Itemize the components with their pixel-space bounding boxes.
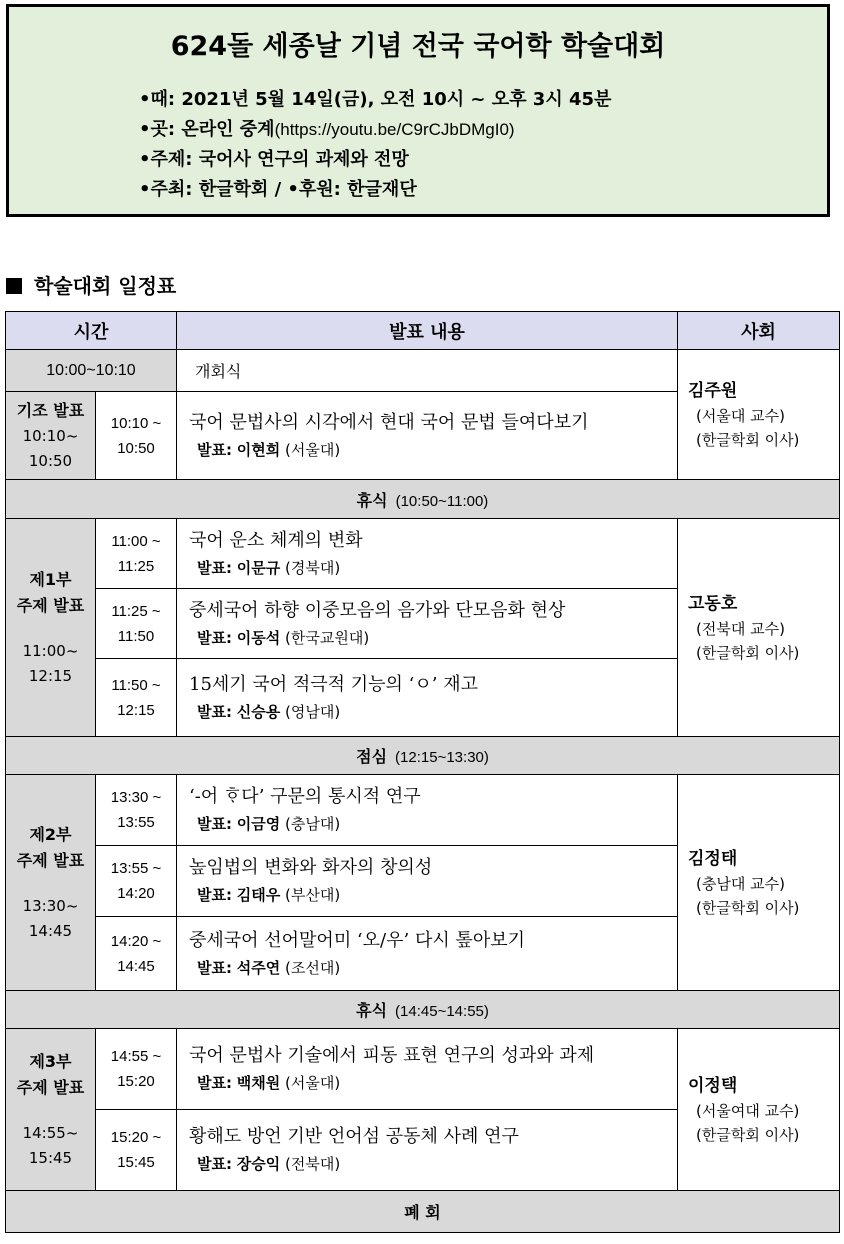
talk-presenter bbox=[189, 1070, 677, 1096]
presenter-affiliation: (충남대) bbox=[285, 815, 341, 833]
session-label: 제2부 bbox=[29, 824, 72, 844]
host-name: 이정택 bbox=[688, 1075, 738, 1096]
presenter-label: 발표: bbox=[197, 1155, 232, 1173]
slot-start: 13:30 ~ bbox=[110, 789, 162, 806]
talk-cell bbox=[177, 917, 678, 991]
header-host: 사회 bbox=[678, 312, 840, 350]
presenter-affiliation: (영남대) bbox=[285, 702, 341, 721]
session-range-end: 12:15 bbox=[28, 666, 73, 685]
keynote-label: 기조 발표 bbox=[16, 400, 85, 420]
presenter-label: 발표: bbox=[197, 886, 232, 904]
presenter-affiliation: (경북대) bbox=[285, 558, 341, 577]
presenter-affiliation: (조선대) bbox=[285, 958, 341, 977]
slot-time bbox=[96, 1110, 177, 1191]
event-location-label: •곳: 온라인 중계 bbox=[139, 119, 275, 140]
presenter-name: 이현희 bbox=[236, 440, 281, 459]
presenter-affiliation: (전북대) bbox=[285, 1155, 341, 1173]
talk-title: 국어 문법사의 시각에서 현대 국어 문법 들여다보기 bbox=[189, 411, 589, 433]
presenter-label: 발표: bbox=[197, 1074, 232, 1092]
header-time: 시간 bbox=[6, 312, 177, 350]
host-cell bbox=[678, 519, 840, 737]
opening-label: 개회식 bbox=[177, 350, 678, 392]
talk-cell bbox=[177, 775, 678, 846]
header-content: 발표 내용 bbox=[177, 312, 678, 350]
table-header-row bbox=[6, 312, 840, 350]
slot-start: 15:20 ~ bbox=[110, 1129, 162, 1146]
slot-end: 14:45 bbox=[117, 957, 155, 975]
square-bullet-icon bbox=[6, 278, 22, 294]
presenter-name: 김태우 bbox=[236, 886, 281, 904]
presenter-label: 발표: bbox=[197, 628, 232, 647]
event-date: •때: 2021년 5월 14일(금), 오전 10시 ~ 오후 3시 45분 bbox=[139, 89, 612, 110]
table-row bbox=[6, 1029, 840, 1110]
presenter-label: 발표: bbox=[197, 440, 232, 459]
slot-time bbox=[96, 519, 177, 589]
closing-row: 폐 회 bbox=[6, 1191, 840, 1233]
session-range-end: 15:45 bbox=[28, 1148, 73, 1167]
session-label-cell bbox=[6, 1029, 96, 1191]
host-role: (한글학회 이사) bbox=[696, 1125, 800, 1144]
session-range-start: 11:00~ bbox=[22, 641, 79, 660]
talk-presenter bbox=[189, 882, 677, 908]
event-topic: •주제: 국어사 연구의 과제와 전망 bbox=[139, 149, 409, 170]
table-row bbox=[6, 775, 840, 846]
slot-start: 11:25 ~ bbox=[111, 602, 161, 620]
presenter-affiliation: (서울대) bbox=[285, 1074, 341, 1092]
host-role: (한글학회 이사) bbox=[696, 898, 800, 917]
lunch-label: 점심 bbox=[356, 747, 388, 766]
slot-end: 11:50 bbox=[117, 627, 155, 645]
event-stream-link[interactable]: (https://youtu.be/C9rCJbDMgI0) bbox=[274, 120, 515, 139]
talk-cell bbox=[177, 1110, 678, 1191]
session-range-start: 13:30~ bbox=[22, 896, 79, 915]
presenter-name: 신승용 bbox=[236, 702, 281, 721]
talk-presenter bbox=[189, 811, 677, 837]
host-cell bbox=[678, 350, 840, 480]
break-row bbox=[6, 991, 840, 1029]
lunch-time: (12:15~13:30) bbox=[395, 749, 489, 766]
slot-time bbox=[96, 589, 177, 659]
talk-presenter bbox=[189, 1151, 677, 1177]
presenter-name: 백채원 bbox=[236, 1074, 281, 1092]
break-label: 휴식 bbox=[356, 1001, 388, 1020]
schedule-table bbox=[5, 311, 840, 1233]
host-name: 고동호 bbox=[688, 593, 738, 614]
talk-title: 황해도 방언 기반 언어섬 공동체 사례 연구 bbox=[189, 1126, 519, 1147]
session-range-end: 14:45 bbox=[28, 921, 73, 940]
host-role: (서울대 교수) bbox=[696, 406, 785, 425]
presenter-name: 이동석 bbox=[236, 628, 281, 647]
slot-start: 10:10 ~ bbox=[110, 414, 162, 432]
slot-time bbox=[96, 392, 177, 480]
slot-time bbox=[96, 775, 177, 846]
talk-title: 국어 문법사 기술에서 피동 표현 연구의 성과와 과제 bbox=[189, 1045, 595, 1066]
host-role: (전북대 교수) bbox=[696, 619, 785, 638]
break-time: (10:50~11:00) bbox=[395, 492, 489, 510]
break-label: 휴식 bbox=[356, 490, 388, 510]
talk-presenter bbox=[189, 699, 677, 725]
host-role: (서울여대 교수) bbox=[696, 1101, 800, 1120]
slot-end: 14:20 bbox=[117, 885, 155, 902]
presenter-label: 발표: bbox=[197, 958, 232, 977]
session-range-start: 14:55~ bbox=[22, 1123, 79, 1142]
presenter-name: 석주연 bbox=[236, 958, 281, 977]
event-organizer: •주최: 한글학회 / •후원: 한글재단 bbox=[139, 179, 417, 200]
talk-title: 중세국어 선어말어미 ‘오/우’ 다시 톺아보기 bbox=[189, 929, 525, 951]
session-label-cell bbox=[6, 775, 96, 991]
session-label-cell bbox=[6, 519, 96, 737]
presenter-name: 장승익 bbox=[236, 1155, 281, 1173]
presenter-label: 발표: bbox=[197, 702, 232, 721]
presenter-affiliation: (서울대) bbox=[285, 440, 341, 459]
host-cell bbox=[678, 1029, 840, 1191]
talk-cell bbox=[177, 519, 678, 589]
talk-title: 15세기 국어 적극적 기능의 ‘ㅇ’ 재고 bbox=[189, 673, 478, 695]
host-name: 김정태 bbox=[688, 848, 738, 869]
slot-time bbox=[96, 1029, 177, 1110]
slot-start: 14:55 ~ bbox=[110, 1048, 162, 1065]
slot-end: 10:50 bbox=[117, 439, 155, 457]
table-row bbox=[6, 350, 840, 392]
slot-start: 13:55 ~ bbox=[110, 860, 162, 877]
slot-start: 11:50 ~ bbox=[111, 676, 161, 694]
lunch-row bbox=[6, 737, 840, 775]
talk-cell bbox=[177, 1029, 678, 1110]
slot-end: 12:15 bbox=[117, 701, 155, 719]
talk-presenter bbox=[189, 625, 677, 651]
table-row bbox=[6, 1191, 840, 1233]
schedule-heading-text: 학술대회 일정표 bbox=[34, 274, 177, 298]
presenter-name: 이금영 bbox=[236, 815, 281, 833]
table-row bbox=[6, 991, 840, 1029]
slot-end: 15:20 bbox=[117, 1073, 155, 1090]
event-location bbox=[139, 115, 611, 145]
presenter-affiliation: (한국교원대) bbox=[285, 628, 370, 647]
slot-end: 11:25 bbox=[117, 557, 155, 575]
slot-start: 14:20 ~ bbox=[110, 932, 162, 950]
talk-title: 국어 운소 체계의 변화 bbox=[189, 529, 363, 551]
presenter-affiliation: (부산대) bbox=[285, 886, 341, 904]
talk-presenter bbox=[189, 555, 677, 581]
presenter-name: 이문규 bbox=[236, 558, 281, 577]
host-name: 김주원 bbox=[688, 380, 738, 401]
slot-time bbox=[96, 917, 177, 991]
break-row bbox=[6, 480, 840, 519]
talk-title: ‘-어 ᄒᆞ다’ 구문의 통시적 연구 bbox=[189, 786, 421, 807]
event-title: 624돌 세종날 기념 전국 국어학 학술대회 bbox=[170, 31, 666, 62]
event-info-box bbox=[6, 4, 830, 217]
table-row bbox=[6, 480, 840, 519]
session-label: 제3부 bbox=[29, 1051, 72, 1071]
talk-presenter bbox=[189, 955, 677, 981]
host-cell bbox=[678, 775, 840, 991]
talk-cell bbox=[177, 392, 678, 480]
session-sublabel: 주제 발표 bbox=[16, 1077, 85, 1097]
slot-time bbox=[96, 659, 177, 737]
host-role: (한글학회 이사) bbox=[696, 430, 800, 449]
session-sublabel: 주제 발표 bbox=[16, 595, 85, 615]
session-label: 제1부 bbox=[29, 569, 72, 589]
talk-cell bbox=[177, 589, 678, 659]
talk-title: 중세국어 하향 이중모음의 음가와 단모음화 현상 bbox=[189, 599, 566, 621]
presenter-label: 발표: bbox=[197, 558, 232, 577]
break-time: (14:45~14:55) bbox=[395, 1003, 489, 1020]
keynote-label-cell bbox=[6, 392, 96, 480]
host-role: (충남대 교수) bbox=[696, 874, 785, 893]
slot-end: 15:45 bbox=[117, 1154, 155, 1171]
host-role: (한글학회 이사) bbox=[696, 643, 800, 662]
talk-title: 높임법의 변화와 화자의 창의성 bbox=[189, 857, 433, 878]
slot-start: 11:00 ~ bbox=[111, 532, 161, 550]
opening-time: 10:00~10:10 bbox=[6, 350, 177, 392]
keynote-range-start: 10:10~ bbox=[22, 426, 79, 445]
event-details bbox=[139, 85, 611, 205]
talk-cell bbox=[177, 846, 678, 917]
talk-presenter bbox=[189, 437, 677, 463]
slot-time bbox=[96, 846, 177, 917]
table-row bbox=[6, 519, 840, 589]
slot-end: 13:55 bbox=[117, 814, 155, 831]
keynote-range-end: 10:50 bbox=[28, 451, 73, 470]
presenter-label: 발표: bbox=[197, 815, 232, 833]
schedule-heading bbox=[6, 270, 176, 299]
talk-cell bbox=[177, 659, 678, 737]
table-row bbox=[6, 737, 840, 775]
session-sublabel: 주제 발표 bbox=[16, 850, 85, 870]
